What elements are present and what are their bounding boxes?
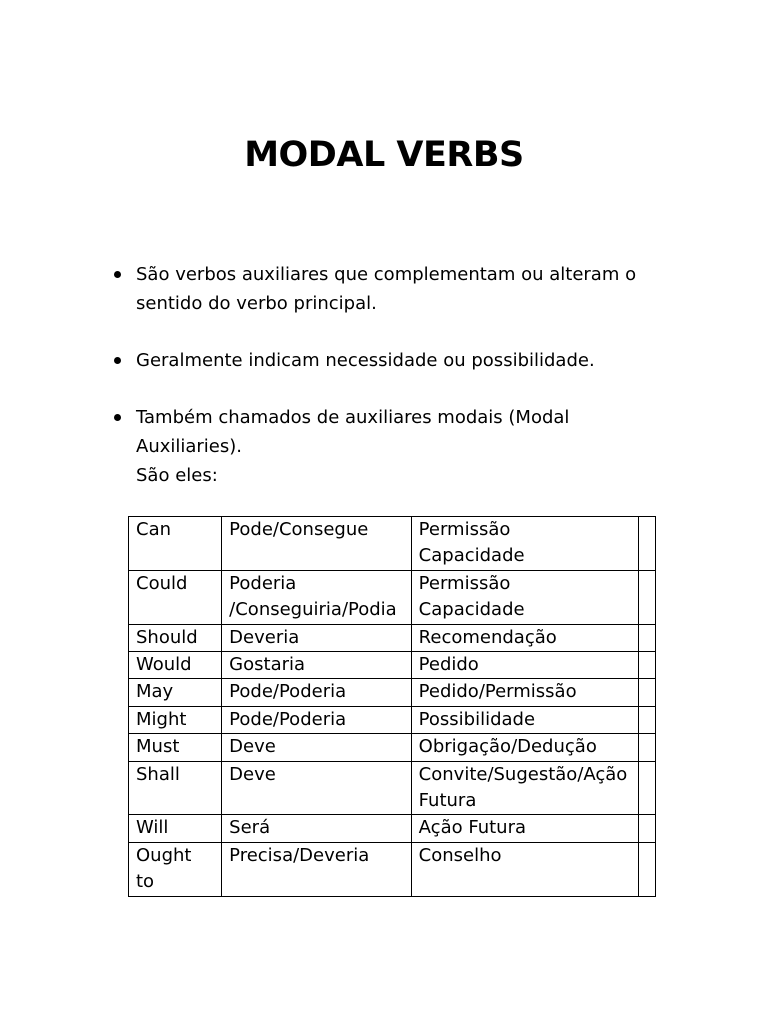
bullet-list (110, 260, 670, 518)
translation-cell (222, 517, 412, 571)
bullet-text (136, 346, 670, 375)
empty-cell (639, 517, 656, 571)
table-row (129, 842, 656, 896)
cell-text: Deve (229, 736, 276, 758)
cell-text: Pode/Consegue (229, 519, 369, 540)
cell-text: Convite/Sugestão/Ação (418, 763, 628, 785)
cell-text: Must (136, 736, 180, 758)
bullet-dot-icon (114, 357, 121, 364)
translation-cell (222, 842, 412, 896)
usage-cell (411, 815, 639, 842)
bullet-item (110, 346, 670, 375)
table-row (129, 570, 656, 624)
usage-cell (411, 842, 639, 896)
bullet-dot-icon (114, 414, 121, 421)
translation-cell (222, 624, 412, 651)
cell-text: Could (136, 572, 188, 594)
usage-cell (411, 706, 639, 733)
translation-cell (222, 734, 412, 761)
table-row (129, 652, 656, 679)
cell-text: Será (229, 817, 271, 839)
verb-cell (129, 679, 222, 706)
cell-text: Permissão (418, 572, 511, 594)
cell-text: Pedido/Permissão (418, 681, 577, 703)
empty-cell (639, 570, 656, 624)
bullet-item (110, 260, 670, 318)
cell-text: Permissão (418, 519, 511, 540)
cell-text: Ought (136, 844, 192, 866)
empty-cell (639, 761, 656, 815)
table-body (129, 517, 656, 897)
table-row (129, 761, 656, 815)
bullet-line: Auxiliaries). (136, 436, 243, 457)
bullet-text (136, 260, 670, 318)
cell-text: to (136, 871, 155, 893)
empty-cell (639, 734, 656, 761)
document-title: MODAL VERBS (244, 135, 524, 175)
cell-text: Conselho (418, 844, 502, 866)
cell-text: Pedido (418, 654, 479, 676)
verb-cell (129, 734, 222, 761)
translation-cell (222, 815, 412, 842)
translation-cell (222, 570, 412, 624)
bullet-line: Geralmente indicam necessidade ou possibilidade. (136, 350, 595, 371)
table-row (129, 624, 656, 651)
cell-text: Pode/Poderia (229, 681, 347, 703)
verb-cell (129, 517, 222, 571)
cell-text: Capacidade (418, 599, 525, 621)
bullet-item (110, 403, 670, 490)
bullet-line: São eles: (136, 465, 218, 486)
usage-cell (411, 517, 639, 571)
verb-cell (129, 624, 222, 651)
translation-cell (222, 652, 412, 679)
table-row (129, 706, 656, 733)
cell-text: Futura (418, 790, 477, 812)
cell-text: Poderia (229, 572, 297, 594)
cell-text: Might (136, 708, 187, 730)
table-row (129, 815, 656, 842)
table-row (129, 517, 656, 571)
empty-cell (639, 652, 656, 679)
verb-cell (129, 706, 222, 733)
cell-text: Obrigação/Dedução (418, 736, 597, 758)
cell-text: Capacidade (418, 545, 525, 567)
cell-text: Precisa/Deveria (229, 844, 370, 866)
usage-cell (411, 624, 639, 651)
verb-cell (129, 570, 222, 624)
cell-text: Can (136, 519, 172, 540)
cell-text: Deveria (229, 626, 300, 648)
cell-text: /Conseguiria/Podia (229, 599, 397, 621)
empty-cell (639, 624, 656, 651)
cell-text: Pode/Poderia (229, 708, 347, 730)
usage-cell (411, 570, 639, 624)
bullet-line: São verbos auxiliares que complementam ou alteram o (136, 264, 637, 285)
table-row (129, 734, 656, 761)
cell-text: Ação Futura (418, 817, 527, 839)
cell-text: Should (136, 626, 198, 648)
cell-text: Would (136, 654, 192, 676)
cell-text: Possibilidade (418, 708, 536, 730)
empty-cell (639, 842, 656, 896)
empty-cell (639, 679, 656, 706)
verb-cell (129, 761, 222, 815)
cell-text: Deve (229, 763, 276, 785)
cell-text: Recomendação (418, 626, 557, 648)
bullet-line: sentido do verbo principal. (136, 293, 377, 314)
bullet-dot-icon (114, 271, 121, 278)
translation-cell (222, 761, 412, 815)
usage-cell (411, 652, 639, 679)
bullet-text (136, 403, 670, 490)
empty-cell (639, 815, 656, 842)
cell-text: Will (136, 817, 169, 839)
modal-verbs-table (128, 516, 656, 897)
usage-cell (411, 734, 639, 761)
bullet-line: Também chamados de auxiliares modais (Modal (136, 407, 570, 428)
usage-cell (411, 761, 639, 815)
cell-text: May (136, 681, 174, 703)
verb-cell (129, 652, 222, 679)
cell-text: Gostaria (229, 654, 306, 676)
empty-cell (639, 706, 656, 733)
translation-cell (222, 706, 412, 733)
verb-cell (129, 842, 222, 896)
verb-cell (129, 815, 222, 842)
cell-text: Shall (136, 763, 180, 785)
table-row (129, 679, 656, 706)
translation-cell (222, 679, 412, 706)
usage-cell (411, 679, 639, 706)
